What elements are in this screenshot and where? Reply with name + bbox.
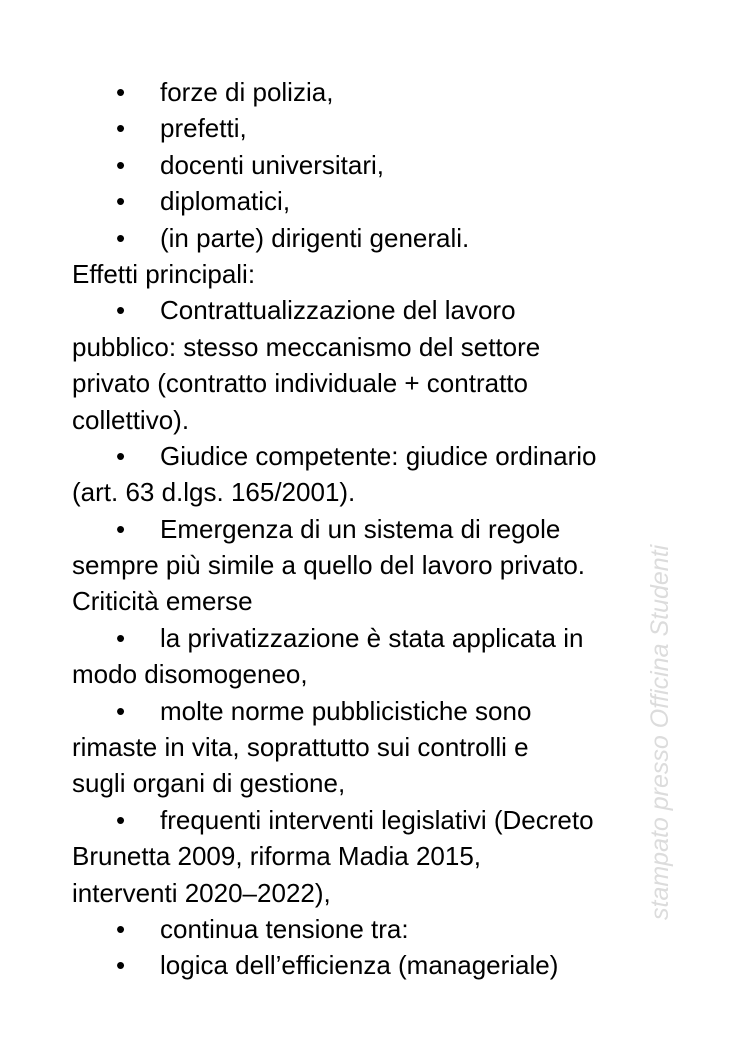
- line-text: Brunetta 2009, riforma Madia 2015,: [72, 841, 482, 872]
- bullet-icon: •: [116, 513, 126, 544]
- text-line: [72, 402, 692, 438]
- text-line: [72, 474, 692, 510]
- bullet-line: [72, 511, 692, 547]
- line-text: forze di polizia,: [160, 77, 334, 107]
- line-text: sempre più simile a quello del lavoro privato.: [72, 550, 586, 581]
- line-text: Criticità emerse: [72, 586, 253, 617]
- bullet-icon: •: [116, 113, 126, 144]
- text-line: [72, 365, 692, 401]
- line-text: prefetti,: [160, 113, 247, 144]
- line-text: (art. 63 d.lgs. 165/2001).: [72, 477, 356, 508]
- bullet-icon: •: [116, 77, 126, 107]
- text-line: [72, 329, 692, 365]
- text-line: [72, 838, 692, 874]
- line-text: docenti universitari,: [160, 149, 384, 180]
- bullet-icon: •: [116, 695, 126, 726]
- text-line: [72, 729, 692, 765]
- bullet-icon: •: [116, 295, 126, 326]
- bullet-line: [72, 183, 692, 219]
- line-text: rimaste in vita, soprattutto sui controlli e: [72, 732, 529, 763]
- bullet-line: [72, 74, 692, 110]
- bullet-icon: •: [116, 222, 126, 253]
- text-line: [72, 875, 692, 911]
- line-text: interventi 2020–2022),: [72, 877, 331, 908]
- bullet-icon: •: [116, 622, 126, 653]
- text-line: [72, 765, 692, 801]
- bullet-line: [72, 693, 692, 729]
- bullet-icon: •: [116, 950, 126, 981]
- bullet-line: [72, 802, 692, 838]
- line-text: collettivo).: [72, 404, 190, 435]
- bullet-line: [72, 620, 692, 656]
- bullet-icon: •: [116, 186, 126, 217]
- bullet-icon: •: [116, 804, 126, 835]
- line-text: modo disomogeneo,: [72, 659, 308, 690]
- text-line: [72, 256, 692, 292]
- line-text: molte norme pubblicistiche sono: [160, 695, 532, 726]
- line-text: pubblico: stesso meccanismo del settore: [72, 331, 541, 362]
- line-text: Contrattualizzazione del lavoro: [160, 295, 516, 326]
- line-text: la privatizzazione è stata applicata in: [160, 622, 584, 653]
- bullet-line: [72, 911, 692, 947]
- bullet-icon: •: [116, 440, 126, 471]
- line-text: diplomatici,: [160, 186, 291, 217]
- text-line: [72, 656, 692, 692]
- line-text: Emergenza di un sistema di regole: [160, 513, 561, 544]
- line-text: continua tensione tra:: [160, 913, 409, 944]
- bullet-line: [72, 110, 692, 146]
- bullet-icon: •: [116, 913, 126, 944]
- line-text: logica dell’efficienza (manageriale): [160, 950, 559, 981]
- bullet-line: [72, 292, 692, 328]
- line-text: frequenti interventi legislativi (Decreto: [160, 804, 594, 835]
- bullet-icon: •: [116, 149, 126, 180]
- line-text: sugli organi di gestione,: [72, 768, 346, 799]
- line-text: privato (contratto individuale + contratto: [72, 368, 528, 399]
- watermark: stampato presso Officina Studenti: [646, 544, 674, 920]
- bullet-line: [72, 220, 692, 256]
- text-line: [72, 547, 692, 583]
- bullet-line: [72, 147, 692, 183]
- line-text: (in parte) dirigenti generali.: [160, 222, 470, 253]
- text-line: [72, 583, 692, 619]
- bullet-line: [72, 947, 692, 983]
- line-text: Giudice competente: giudice ordinario: [160, 440, 597, 471]
- bullet-line: [72, 438, 692, 474]
- document-page: [72, 74, 692, 984]
- line-text: Effetti principali:: [72, 258, 256, 289]
